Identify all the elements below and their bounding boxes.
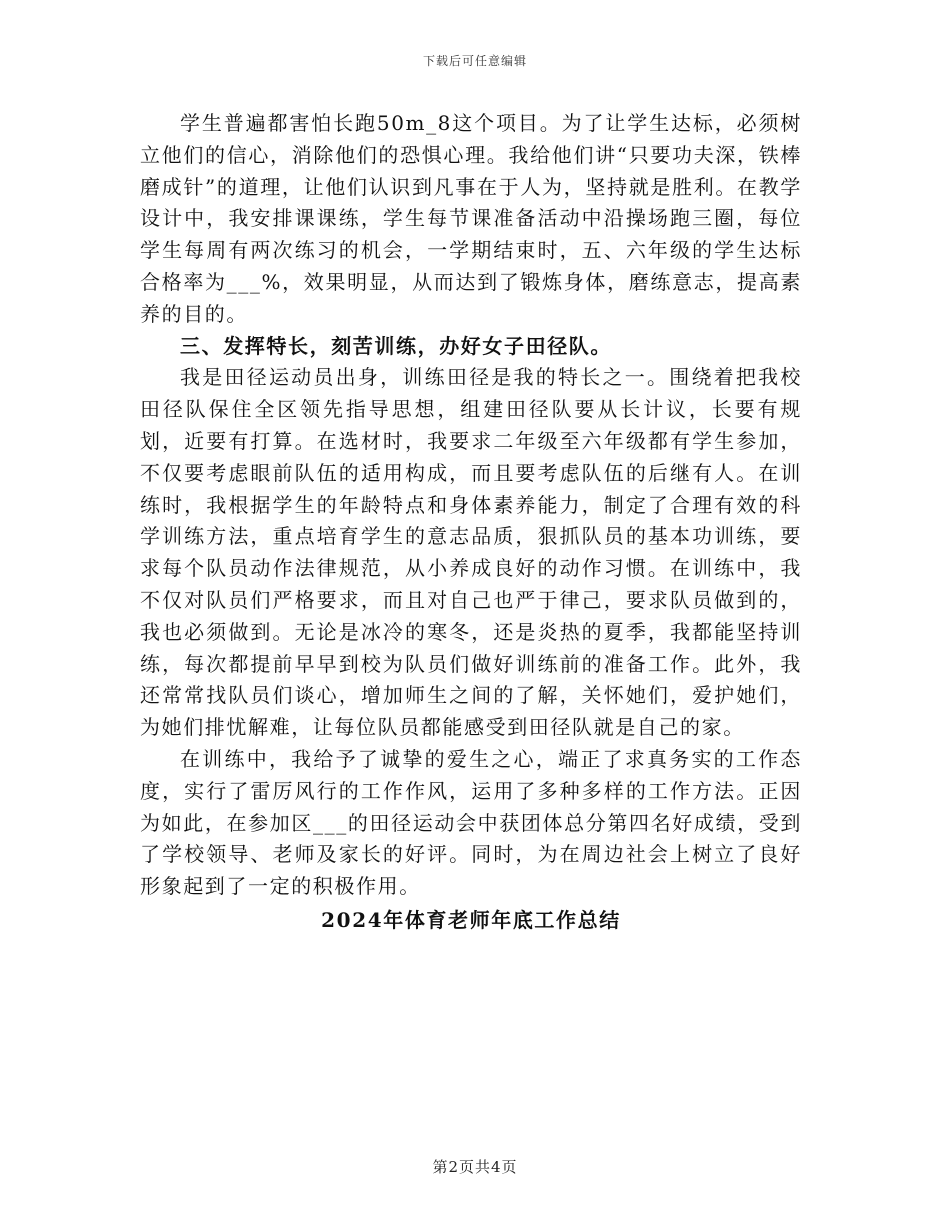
document-title: 2024年体育老师年底工作总结 bbox=[321, 907, 621, 932]
document-body bbox=[140, 108, 802, 937]
paragraph-long-distance-running: 学生普遍都害怕长跑50m_8这个项目。为了让学生达标，必须树立他们的信心，消除他们的恐惧心理。我给他们讲“只要功夫深，铁棒磨成针”的道理，让他们认识到凡事在于人为，坚持就是胜利。在教学设计中，我安排课课练，学生每节课准备活动中沿操场跑三圈，每位学生每周有两次练习的机会，一学期结束时，五、六年级的学生达标合格率为___%，效果明显，从而达到了锻炼身体，磨练意志，提高素养的目的。 bbox=[140, 111, 802, 326]
paragraph-track-team-training: 我是田径运动员出身，训练田径是我的特长之一。围绕着把我校田径队保住全区领先指导思想，组建田径队要从长计议，长要有规划，近要有打算。在选材时，我要求二年级至六年级都有学生参加，不仅要考虑眼前队伍的适用构成，而且要考虑队伍的后继有人。在训练时，我根据学生的年龄特点和身体素养能力，制定了合理有效的科学训练方法，重点培育学生的意志品质，狠抓队员的基本功训练，要求每个队员动作法律规范，从小养成良好的动作习惯。在训练中，我不仅对队员们严格要求，而且对自己也严于律己，要求队员做到的，我也必须做到。无论是冰冷的寒冬，还是炎热的夏季，我都能坚持训练，每次都提前早早到校为队员们做好训练前的准备工作。此外，我还常常找队员们谈心，增加师生之间的了解，关怀她们，爱护她们，为她们排忧解难，让每位队员都能感受到田径队就是自己的家。 bbox=[140, 365, 802, 740]
page-header: 下载后可任意编辑 bbox=[422, 54, 527, 68]
paragraph-training-results: 在训练中，我给予了诚挚的爱生之心，端正了求真务实的工作态度，实行了雷厉风行的工作作风，运用了多种多样的工作方法。正因为如此，在参加区___的田径运动会中获团体总分第四名好成绩，受到了学校领导、老师及家长的好评。同时，为在周边社会上树立了良好形象起到了一定的积极作用。 bbox=[140, 746, 802, 899]
page-footer: 第2页共4页 bbox=[432, 1158, 518, 1176]
section-heading-track-team: 三、发挥特长，刻苦训练，办好女子田径队。 bbox=[180, 333, 612, 358]
